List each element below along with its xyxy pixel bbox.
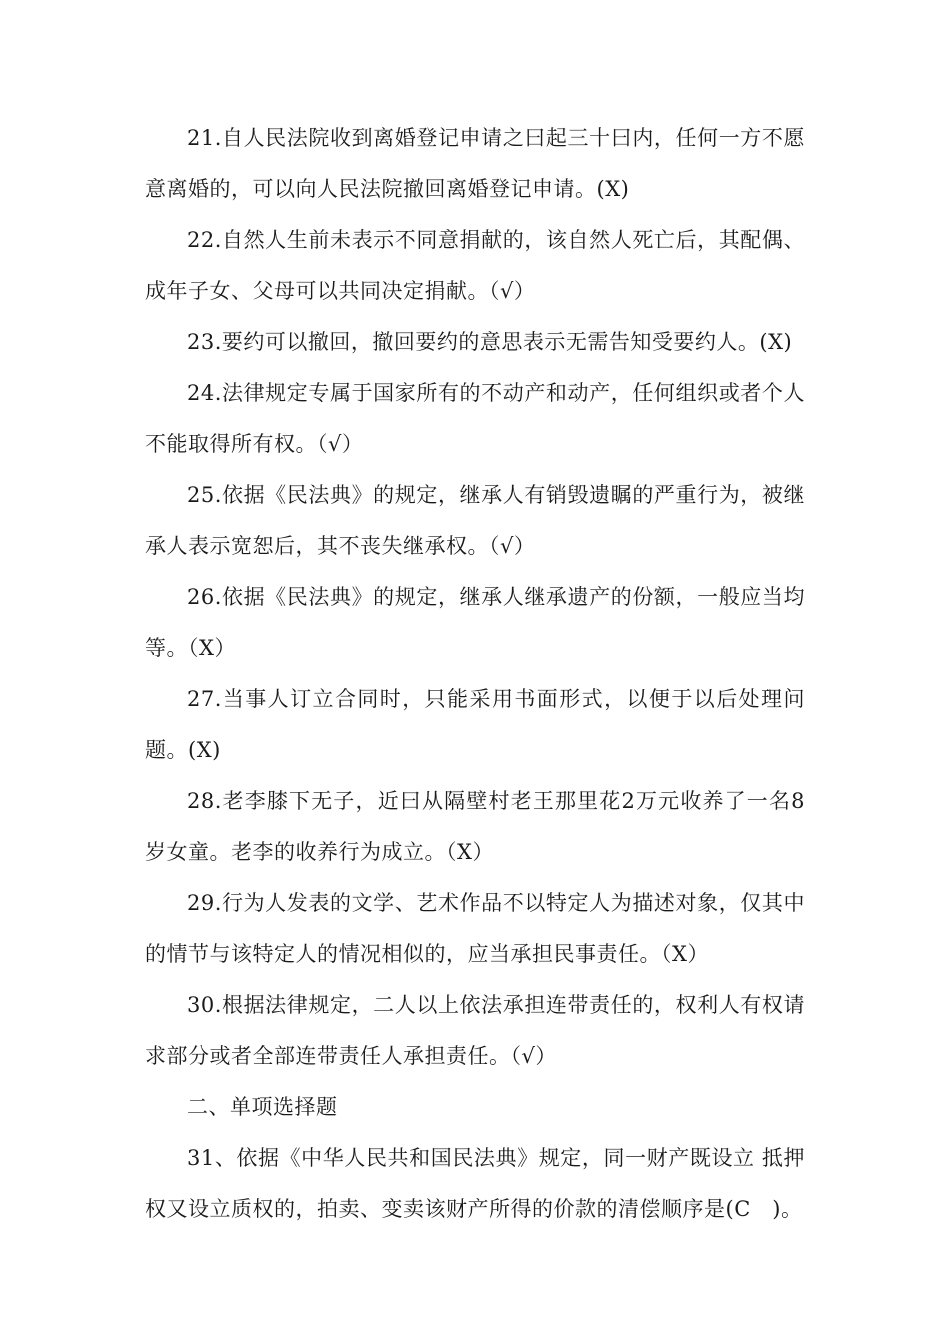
section-heading: 二、单项选择题 xyxy=(187,1095,338,1119)
question-31: 31、依据《中华人民共和国民法典》规定，同一财产既设立 抵押权又设立质权的，拍卖、变卖该财产所得的价款的清偿顺序是(C )。 xyxy=(145,1146,805,1221)
document-body xyxy=(145,113,805,1235)
question-23: 23.要约可以撤回，撤回要约的意思表示无需告知受要约人。(X) xyxy=(187,330,793,354)
question-22: 22.自然人生前未表示不同意捐献的，该自然人死亡后，其配偶、成年子女、父母可以共同决定捐献。（√） xyxy=(145,228,805,303)
question-24: 24.法律规定专属于国家所有的不动产和动产，任何组织或者个人不能取得所有权。（√） xyxy=(145,381,805,456)
question-26: 26.依据《民法典》的规定，继承人继承遗产的份额，一般应当均等。（X） xyxy=(145,585,805,660)
question-25: 25.依据《民法典》的规定，继承人有销毁遗瞩的严重行为，被继承人表示宽恕后，其不丧失继承权。（√） xyxy=(145,483,805,558)
question-21: 21.自人民法院收到离婚登记申请之曰起三十曰内，任何一方不愿意离婚的，可以向人民法院撤回离婚登记申请。(X) xyxy=(145,126,805,201)
question-28: 28.老李膝下无子，近曰从隔壁村老王那里花2万元收养了一名8岁女童。老李的收养行为成立。（X） xyxy=(145,789,805,864)
question-27: 27.当事人订立合同时，只能采用书面形式，以便于以后处理问题。(X) xyxy=(145,687,805,762)
question-29: 29.行为人发表的文学、艺术作品不以特定人为描述对象，仅其中的情节与该特定人的情况相似的，应当承担民事责任。（X） xyxy=(145,891,805,966)
question-30: 30.根据法律规定，二人以上依法承担连带责任的，权利人有权请求部分或者全部连带责任人承担责任。（√） xyxy=(145,993,805,1068)
